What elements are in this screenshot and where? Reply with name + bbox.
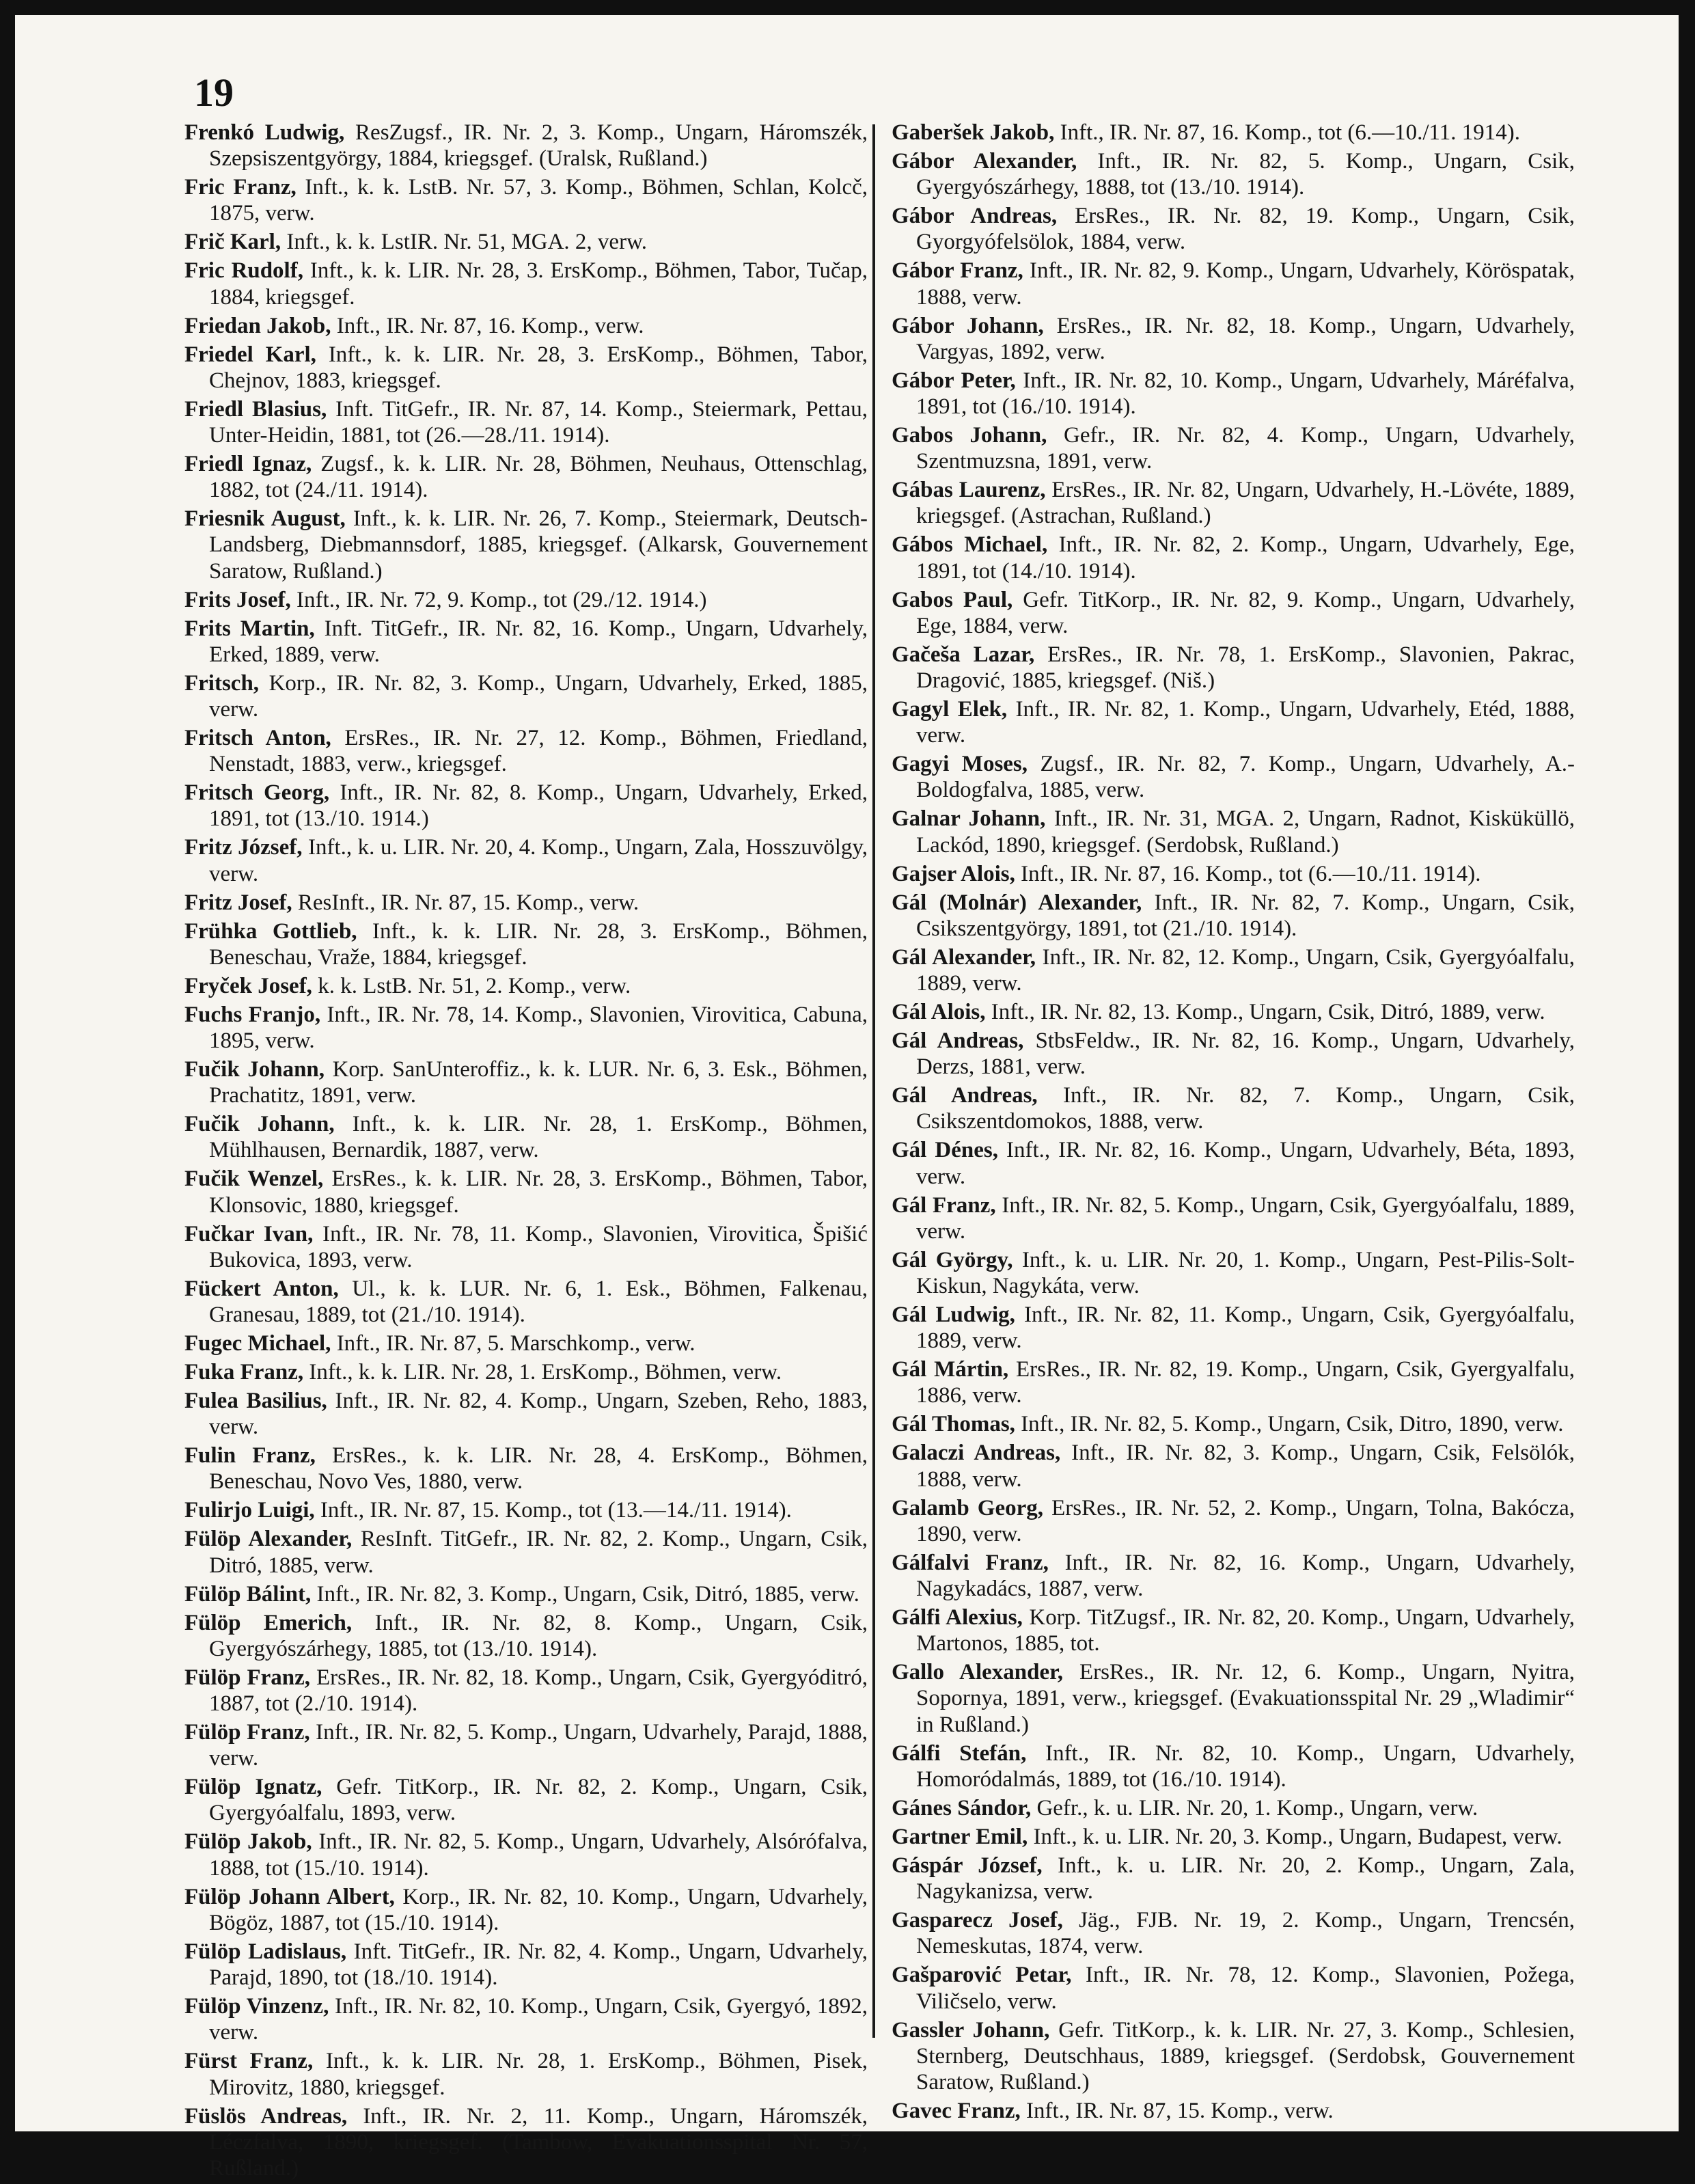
list-item bbox=[184, 1388, 868, 1440]
list-item bbox=[892, 258, 1575, 310]
entry-name: Gábos Michael, bbox=[892, 532, 1048, 558]
left-column bbox=[184, 120, 868, 2184]
entry-name: Gabos Paul, bbox=[892, 587, 1013, 612]
document-page bbox=[15, 15, 1679, 2181]
list-item bbox=[184, 587, 868, 613]
entry-details: Inft., IR. Nr. 82, 5. Komp., Ungarn, Udvarhely, Parajd, 1888, verw. bbox=[209, 1720, 868, 1771]
list-item bbox=[892, 587, 1575, 639]
entry-details: Gefr. TitKorp., k. k. LIR. Nr. 27, 3. Komp., Schlesien, Sternberg, Deutschhaus, 1889, kriegsgef. (Serdobsk, Gouvernement Saratow, Rußland.) bbox=[916, 2017, 1575, 2094]
list-item bbox=[892, 1907, 1575, 1959]
entry-name: Fuchs Franjo, bbox=[184, 1002, 321, 1027]
entry-details: ErsRes., IR. Nr. 82, 19. Komp., Ungarn, Csik, Gyorgyófelsölok, 1884, verw. bbox=[916, 204, 1575, 255]
entry-details: Inft., IR. Nr. 82, 8. Komp., Ungarn, Csik, Gyergyószárhegy, 1885, tot (13./10. 1914). bbox=[209, 1610, 868, 1661]
entry-name: Fritz Josef, bbox=[184, 890, 292, 915]
entry-details: ErsRes., k. k. LIR. Nr. 28, 3. ErsKomp., Böhmen, Tabor, Klonsovic, 1880, kriegsgef. bbox=[209, 1166, 868, 1218]
entry-details: Inft., IR. Nr. 82, 12. Komp., Ungarn, Csik, Gyergyóalfalu, 1889, verw. bbox=[916, 944, 1575, 996]
entry-name: Friedl Blasius, bbox=[184, 396, 327, 422]
entry-details: ErsRes., IR. Nr. 82, 18. Komp., Ungarn, Csik, Gyergyóditró, 1887, tot (2./10. 1914). bbox=[209, 1665, 868, 1717]
entry-name: Fric Franz, bbox=[184, 175, 297, 200]
entry-name: Friedl Ignaz, bbox=[184, 452, 312, 477]
entry-name: Gallo Alexander, bbox=[892, 1660, 1064, 1685]
entry-name: Fülöp Emerich, bbox=[184, 1610, 353, 1635]
entry-name: Gajser Alois, bbox=[892, 861, 1015, 886]
entry-details: ErsRes., IR. Nr. 82, 19. Komp., Ungarn, Csik, Gyergyalfalu, 1886, verw. bbox=[916, 1357, 1575, 1408]
entry-name: Gál György, bbox=[892, 1247, 1013, 1272]
list-item bbox=[892, 861, 1575, 887]
list-item bbox=[184, 258, 868, 310]
list-item bbox=[892, 1853, 1575, 1905]
list-item bbox=[184, 918, 868, 970]
list-item bbox=[892, 1411, 1575, 1437]
entry-details: ResInft., IR. Nr. 87, 15. Komp., verw. bbox=[297, 890, 639, 915]
list-item bbox=[184, 120, 868, 172]
entry-details: Gefr. TitKorp., IR. Nr. 82, 9. Komp., Ungarn, Udvarhely, Ege, 1884, verw. bbox=[916, 587, 1575, 638]
entry-name: Fulirjo Luigi, bbox=[184, 1498, 315, 1523]
entry-name: Gál Dénes, bbox=[892, 1138, 998, 1163]
entry-details: Inft., k. k. LIR. Nr. 28, 1. ErsKomp., Böhmen, verw. bbox=[309, 1360, 782, 1385]
list-item bbox=[184, 1774, 868, 1826]
list-item bbox=[892, 1795, 1575, 1821]
list-item bbox=[184, 1056, 868, 1108]
list-item bbox=[184, 1276, 868, 1328]
list-item bbox=[892, 751, 1575, 803]
entry-details: Inft., IR. Nr. 87, 5. Marschkomp., verw. bbox=[336, 1331, 695, 1356]
entry-details: Inft., IR. Nr. 72, 9. Komp., tot (29./12. 1914.) bbox=[297, 587, 707, 612]
entry-name: Frič Karl, bbox=[184, 230, 281, 255]
entry-details: Inft., IR. Nr. 82, 5. Komp., Ungarn, Csik, Ditro, 1890, verw. bbox=[1021, 1412, 1564, 1437]
entry-name: Gál Alexander, bbox=[892, 944, 1036, 970]
entry-details: Zugsf., IR. Nr. 82, 7. Komp., Ungarn, Udvarhely, A.-Boldogfalva, 1885, verw. bbox=[916, 752, 1575, 803]
list-item bbox=[184, 1665, 868, 1717]
entry-name: Frenkó Ludwig, bbox=[184, 120, 345, 145]
entry-details: Inft., k. k. LIR. Nr. 28, 1. ErsKomp., Böhmen, Pisek, Mirovitz, 1880, kriegsgef. bbox=[209, 2049, 868, 2100]
list-item bbox=[892, 1495, 1575, 1547]
entry-details: Inft., IR. Nr. 82, 7. Komp., Ungarn, Csik, Csikszentdomokos, 1888, verw. bbox=[916, 1083, 1575, 1134]
entry-details: Gefr., k. u. LIR. Nr. 20, 1. Komp., Ungarn, verw. bbox=[1036, 1795, 1478, 1820]
entry-details: Jäg., FJB. Nr. 19, 2. Komp., Ungarn, Trencsén, Nemeskutas, 1874, verw. bbox=[916, 1908, 1575, 1959]
entry-name: Fučkar Ivan, bbox=[184, 1221, 314, 1246]
list-item bbox=[892, 1247, 1575, 1299]
entry-name: Gagyi Moses, bbox=[892, 752, 1028, 777]
entry-details: Inft., IR. Nr. 82, 5. Komp., Ungarn, Csik, Gyergyóalfalu, 1889, verw. bbox=[916, 1192, 1575, 1244]
list-item bbox=[892, 1356, 1575, 1408]
entry-details: Inft., IR. Nr. 87, 16. Komp., verw. bbox=[336, 313, 644, 338]
entry-name: Gábor Andreas, bbox=[892, 204, 1058, 229]
entry-details: Inft., IR. Nr. 82, 10. Komp., Ungarn, Udvarhely, Máréfalva, 1891, tot (16./10. 1914). bbox=[916, 368, 1575, 420]
entry-details: ResInft. TitGefr., IR. Nr. 82, 2. Komp., Ungarn, Csik, Ditró, 1885, verw. bbox=[209, 1527, 868, 1578]
list-item bbox=[892, 944, 1575, 996]
entry-name: Fučik Johann, bbox=[184, 1112, 335, 1137]
entry-name: Friesnik August, bbox=[184, 506, 346, 532]
entry-details: Inft., IR. Nr. 31, MGA. 2, Ungarn, Radnot, Kisküküllö, Lackód, 1890, kriegsgef. (Serdobsk, Rußland.) bbox=[916, 806, 1575, 858]
entry-details: Korp. TitZugsf., IR. Nr. 82, 20. Komp., Ungarn, Udvarhely, Martonos, 1885, tot. bbox=[916, 1605, 1575, 1656]
entry-details: Inft. TitGefr., IR. Nr. 82, 4. Komp., Ungarn, Udvarhely, Parajd, 1890, tot (18./10. 1914). bbox=[209, 1939, 868, 1991]
entry-name: Frits Martin, bbox=[184, 616, 315, 641]
entry-details: ErsRes., IR. Nr. 27, 12. Komp., Böhmen, Friedland, Nenstadt, 1883, verw., kriegsgef. bbox=[209, 726, 868, 777]
entry-name: Fülöp Johann Albert, bbox=[184, 1884, 395, 1909]
entry-name: Fritz József, bbox=[184, 835, 303, 860]
entry-name: Frits Josef, bbox=[184, 587, 291, 612]
entry-name: Gál Ludwig, bbox=[892, 1302, 1015, 1328]
entry-details: Inft., IR. Nr. 82, 13. Komp., Ungarn, Csik, Ditró, 1889, verw. bbox=[991, 1000, 1545, 1025]
entry-details: Korp., IR. Nr. 82, 3. Komp., Ungarn, Udvarhely, Erked, 1885, verw. bbox=[209, 670, 868, 722]
entry-details: Inft., k. u. LIR. Nr. 20, 4. Komp., Ungarn, Zala, Hosszuvölgy, verw. bbox=[209, 835, 868, 886]
entry-details: Inft., IR. Nr. 82, 5. Komp., Ungarn, Csik, Gyergyószárhegy, 1888, tot (13./10. 1914). bbox=[916, 149, 1575, 200]
list-item bbox=[892, 1302, 1575, 1354]
entry-name: Fučik Johann, bbox=[184, 1057, 325, 1082]
list-item bbox=[184, 1330, 868, 1356]
entry-details: Inft., k. k. LstIR. Nr. 51, MGA. 2, verw. bbox=[286, 230, 648, 255]
list-item bbox=[892, 477, 1575, 529]
list-item bbox=[184, 174, 868, 226]
list-item bbox=[184, 1581, 868, 1607]
entry-details: Inft., k. u. LIR. Nr. 20, 2. Komp., Ungarn, Zala, Nagykanizsa, verw. bbox=[916, 1853, 1575, 1905]
entry-details: ResZugsf., IR. Nr. 2, 3. Komp., Ungarn, Háromszék, Szepsiszentgyörgy, 1884, kriegsgef. (Uralsk, Rußland.) bbox=[209, 120, 868, 172]
entry-details: Gefr., IR. Nr. 82, 4. Komp., Ungarn, Udvarhely, Szentmuzsna, 1891, verw. bbox=[916, 423, 1575, 474]
entry-name: Fritsch Georg, bbox=[184, 780, 330, 806]
entry-name: Gagyl Elek, bbox=[892, 697, 1008, 722]
list-item bbox=[184, 451, 868, 503]
entry-name: Gašparović Petar, bbox=[892, 1963, 1072, 1988]
entry-details: Inft., k. k. LIR. Nr. 28, 3. ErsKomp., Böhmen, Tabor, Chejnov, 1883, kriegsgef. bbox=[209, 342, 868, 393]
entry-name: Frühka Gottlieb, bbox=[184, 918, 357, 944]
list-item bbox=[892, 422, 1575, 474]
entry-name: Gál Alois, bbox=[892, 1000, 986, 1025]
entry-name: Gál (Molnár) Alexander, bbox=[892, 890, 1142, 915]
entry-details: Inft., IR. Nr. 78, 11. Komp., Slavonien, Virovitica, Špišić Bukovica, 1893, verw. bbox=[209, 1221, 868, 1272]
list-item bbox=[184, 1221, 868, 1273]
entry-name: Füslös Andreas, bbox=[184, 2103, 348, 2129]
entry-details: Inft., IR. Nr. 87, 15. Komp., verw. bbox=[1026, 2098, 1334, 2123]
entry-name: Gábor Franz, bbox=[892, 258, 1023, 284]
entry-name: Gáspár József, bbox=[892, 1853, 1043, 1878]
list-item bbox=[184, 1166, 868, 1218]
entry-name: Fülöp Vinzenz, bbox=[184, 1994, 329, 2019]
entry-name: Fuka Franz, bbox=[184, 1360, 304, 1385]
column-divider bbox=[872, 124, 875, 2038]
list-item bbox=[892, 642, 1575, 694]
entry-details: Inft., k. k. LIR. Nr. 28, 3. ErsKomp., Böhmen, Beneschau, Vraže, 1884, kriegsgef. bbox=[209, 918, 868, 970]
list-item bbox=[892, 1082, 1575, 1134]
entry-name: Gabos Johann, bbox=[892, 423, 1047, 448]
list-item bbox=[184, 1939, 868, 1991]
entry-name: Fürst Franz, bbox=[184, 2049, 314, 2074]
entry-details: Inft., IR. Nr. 82, 4. Komp., Ungarn, Szeben, Reho, 1883, verw. bbox=[209, 1389, 868, 1440]
entry-name: Gábas Laurenz, bbox=[892, 478, 1046, 503]
entry-name: Gál Andreas, bbox=[892, 1028, 1024, 1054]
entry-details: ErsRes., IR. Nr. 12, 6. Komp., Ungarn, Nyitra, Sopornya, 1891, verw., kriegsgef. (Evakuationsspital Nr. 29 „Wladimir“ in Rußland.) bbox=[916, 1660, 1575, 1737]
entry-name: Gaberšek Jakob, bbox=[892, 120, 1055, 145]
entry-details: Inft., IR. Nr. 82, 3. Komp., Ungarn, Csik, Ditró, 1885, verw. bbox=[316, 1581, 859, 1607]
entry-name: Friedel Karl, bbox=[184, 342, 316, 367]
list-item bbox=[184, 1993, 868, 2045]
entry-name: Gál Franz, bbox=[892, 1192, 996, 1218]
list-item bbox=[184, 396, 868, 448]
entry-name: Gassler Johann, bbox=[892, 2017, 1050, 2043]
entry-name: Fritsch, bbox=[184, 670, 260, 696]
right-column bbox=[892, 120, 1575, 2127]
entry-name: Galamb Georg, bbox=[892, 1495, 1044, 1520]
list-item bbox=[892, 1659, 1575, 1738]
entry-details: Inft., IR. Nr. 78, 12. Komp., Slavonien, Požega, Viličselo, verw. bbox=[916, 1963, 1575, 2014]
entry-name: Gačeša Lazar, bbox=[892, 642, 1035, 667]
list-item bbox=[184, 1829, 868, 1881]
list-item bbox=[184, 1610, 868, 1662]
list-item bbox=[184, 973, 868, 999]
entry-details: Ul., k. k. LUR. Nr. 6, 1. Esk., Böhmen, Falkenau, Granesau, 1889, tot (21./10. 1914). bbox=[209, 1276, 868, 1328]
list-item bbox=[892, 148, 1575, 200]
entry-name: Fulea Basilius, bbox=[184, 1389, 327, 1414]
entry-details: Inft., IR. Nr. 82, 9. Komp., Ungarn, Udvarhely, Köröspatak, 1888, verw. bbox=[916, 258, 1575, 310]
list-item bbox=[184, 1359, 868, 1385]
entry-details: Inft., k. k. LIR. Nr. 26, 7. Komp., Steiermark, Deutsch-Landsberg, Diebmannsdorf, 1885, kriegsgef. (Alkarsk, Gouvernement Saratow, Rußland.) bbox=[209, 506, 868, 584]
entry-name: Fritsch Anton, bbox=[184, 726, 331, 751]
list-item bbox=[892, 203, 1575, 255]
list-item bbox=[184, 1526, 868, 1578]
entry-name: Gábor Alexander, bbox=[892, 149, 1077, 174]
entry-details: Inft., IR. Nr. 82, 5. Komp., Ungarn, Udvarhely, Alsórófalva, 1888, tot (15./10. 1914). bbox=[209, 1829, 868, 1881]
entry-details: Inft., IR. Nr. 82, 2. Komp., Ungarn, Udvarhely, Ege, 1891, tot (14./10. 1914). bbox=[916, 532, 1575, 584]
list-item bbox=[184, 229, 868, 255]
list-item bbox=[184, 2048, 868, 2100]
list-item bbox=[184, 1443, 868, 1494]
entry-name: Gál Thomas, bbox=[892, 1412, 1015, 1437]
list-item bbox=[892, 999, 1575, 1025]
entry-details: Inft., k. u. LIR. Nr. 20, 3. Komp., Ungarn, Budapest, verw. bbox=[1033, 1824, 1562, 1849]
list-item bbox=[892, 806, 1575, 858]
page-number: 19 bbox=[194, 70, 234, 115]
entry-details: k. k. LstB. Nr. 51, 2. Komp., verw. bbox=[318, 973, 631, 998]
entry-name: Fulin Franz, bbox=[184, 1443, 316, 1469]
list-item bbox=[892, 1440, 1575, 1492]
entry-name: Fülöp Ladislaus, bbox=[184, 1939, 347, 1964]
list-item bbox=[184, 616, 868, 668]
entry-name: Galaczi Andreas, bbox=[892, 1441, 1061, 1466]
list-item bbox=[892, 1962, 1575, 2014]
entry-name: Fučik Wenzel, bbox=[184, 1166, 324, 1192]
list-item bbox=[184, 1884, 868, 1936]
list-item bbox=[892, 1028, 1575, 1080]
entry-details: StbsFeldw., IR. Nr. 82, 16. Komp., Ungarn, Udvarhely, Derzs, 1881, verw. bbox=[916, 1028, 1575, 1080]
entry-details: ErsRes., IR. Nr. 78, 1. ErsKomp., Slavonien, Pakrac, Dragović, 1885, kriegsgef. (Niš.) bbox=[916, 642, 1575, 694]
entry-name: Gálfi Stefán, bbox=[892, 1741, 1027, 1766]
list-item bbox=[184, 890, 868, 916]
entry-name: Fülöp Ignatz, bbox=[184, 1775, 322, 1800]
entry-name: Gál Mártin, bbox=[892, 1357, 1009, 1382]
entry-details: Inft., IR. Nr. 82, 1. Komp., Ungarn, Udvarhely, Etéd, 1888, verw. bbox=[916, 697, 1575, 748]
entry-details: Inft., IR. Nr. 78, 14. Komp., Slavonien, Virovitica, Cabuna, 1895, verw. bbox=[209, 1002, 868, 1054]
list-item bbox=[184, 2103, 868, 2182]
entry-name: Gasparecz Josef, bbox=[892, 1908, 1063, 1933]
list-item bbox=[892, 1824, 1575, 1850]
entry-details: Inft., IR. Nr. 87, 15. Komp., tot (13.—14./11. 1914). bbox=[320, 1498, 792, 1523]
entry-name: Fülöp Franz, bbox=[184, 1665, 311, 1690]
entry-details: Inft., IR. Nr. 82, 8. Komp., Ungarn, Udvarhely, Erked, 1891, tot (13./10. 1914.) bbox=[209, 780, 868, 832]
list-item bbox=[892, 890, 1575, 942]
entry-name: Gál Andreas, bbox=[892, 1083, 1038, 1108]
list-item bbox=[892, 2017, 1575, 2096]
list-item bbox=[892, 1605, 1575, 1656]
list-item bbox=[184, 313, 868, 339]
list-item bbox=[184, 1002, 868, 1054]
entry-details: Inft., k. u. LIR. Nr. 20, 1. Komp., Ungarn, Pest-Pilis-Solt-Kiskun, Nagykáta, verw. bbox=[916, 1247, 1575, 1299]
list-item bbox=[892, 313, 1575, 365]
entry-details: Korp., IR. Nr. 82, 10. Komp., Ungarn, Udvarhely, Bögöz, 1887, tot (15./10. 1914). bbox=[209, 1884, 868, 1935]
entry-name: Fugec Michael, bbox=[184, 1331, 331, 1356]
entry-details: Inft., k. k. LIR. Nr. 28, 3. ErsKomp., Böhmen, Tabor, Tučap, 1884, kriegsgef. bbox=[209, 258, 868, 310]
list-item bbox=[892, 2098, 1575, 2124]
entry-details: Inft., IR. Nr. 87, 16. Komp., tot (6.—10./11. 1914). bbox=[1021, 861, 1481, 886]
entry-details: Inft., IR. Nr. 2, 11. Komp., Ungarn, Háromszék, Léczfalva, 1890, kriegsgef. (Tambow, Evakuationsspital Nr. 57, Rußland.) bbox=[209, 2103, 868, 2181]
entry-name: Fric Rudolf, bbox=[184, 258, 303, 284]
entry-details: Inft., IR. Nr. 87, 16. Komp., tot (6.—10./11. 1914). bbox=[1060, 120, 1521, 145]
list-item bbox=[892, 1137, 1575, 1189]
entry-name: Fückert Anton, bbox=[184, 1276, 339, 1301]
list-item bbox=[184, 1497, 868, 1523]
entry-name: Fülöp Alexander, bbox=[184, 1527, 353, 1552]
entry-name: Gánes Sándor, bbox=[892, 1795, 1032, 1820]
entry-details: ErsRes., IR. Nr. 52, 2. Komp., Ungarn, Tolna, Bakócza, 1890, verw. bbox=[916, 1495, 1575, 1546]
entry-details: Inft., IR. Nr. 82, 16. Komp., Ungarn, Udvarhely, Nagykadács, 1887, verw. bbox=[916, 1550, 1575, 1602]
entry-details: Korp. SanUnteroffiz., k. k. LUR. Nr. 6, 3. Esk., Böhmen, Prachatitz, 1891, verw. bbox=[209, 1057, 868, 1108]
list-item bbox=[184, 670, 868, 722]
entry-name: Fülöp Jakob, bbox=[184, 1829, 312, 1855]
entry-details: Inft., k. k. LstB. Nr. 57, 3. Komp., Böhmen, Schlan, Kolcč, 1875, verw. bbox=[209, 175, 868, 226]
list-item bbox=[184, 725, 868, 777]
entry-name: Fryček Josef, bbox=[184, 973, 312, 998]
entry-details: ErsRes., k. k. LIR. Nr. 28, 4. ErsKomp., Böhmen, Beneschau, Novo Ves, 1880, verw. bbox=[209, 1443, 868, 1494]
entry-details: Inft., IR. Nr. 82, 3. Komp., Ungarn, Csik, Felsölók, 1888, verw. bbox=[916, 1441, 1575, 1492]
entry-name: Gálfalvi Franz, bbox=[892, 1550, 1049, 1575]
entry-name: Gábor Peter, bbox=[892, 368, 1016, 393]
list-item bbox=[184, 506, 868, 584]
list-item bbox=[184, 834, 868, 886]
entry-details: Inft. TitGefr., IR. Nr. 82, 16. Komp., Ungarn, Udvarhely, Erked, 1889, verw. bbox=[209, 616, 868, 667]
entry-details: Inft., IR. Nr. 82, 7. Komp., Ungarn, Csik, Csikszentgyörgy, 1891, tot (21./10. 1914). bbox=[916, 890, 1575, 941]
entry-details: Inft., IR. Nr. 82, 16. Komp., Ungarn, Udvarhely, Béta, 1893, verw. bbox=[916, 1138, 1575, 1189]
entry-details: Inft. TitGefr., IR. Nr. 87, 14. Komp., Steiermark, Pettau, Unter-Heidin, 1881, tot (26.—28./11. 1914). bbox=[209, 396, 868, 448]
entry-name: Gálfi Alexius, bbox=[892, 1605, 1023, 1630]
list-item bbox=[184, 1719, 868, 1771]
entry-details: Zugsf., k. k. LIR. Nr. 28, Böhmen, Neuhaus, Ottenschlag, 1882, tot (24./11. 1914). bbox=[209, 452, 868, 503]
list-item bbox=[892, 120, 1575, 146]
list-item bbox=[892, 532, 1575, 584]
list-item bbox=[892, 696, 1575, 748]
entry-name: Fülöp Bálint, bbox=[184, 1581, 312, 1607]
entry-name: Fülöp Franz, bbox=[184, 1720, 310, 1745]
list-item bbox=[184, 342, 868, 394]
entry-details: Inft., k. k. LIR. Nr. 28, 1. ErsKomp., Böhmen, Mühlhausen, Bernardik, 1887, verw. bbox=[209, 1112, 868, 1163]
entry-details: ErsRes., IR. Nr. 82, 18. Komp., Ungarn, Udvarhely, Vargyas, 1892, verw. bbox=[916, 313, 1575, 364]
entry-name: Gavec Franz, bbox=[892, 2098, 1021, 2123]
entry-name: Gartner Emil, bbox=[892, 1824, 1028, 1849]
list-item bbox=[892, 1550, 1575, 1602]
list-item bbox=[892, 368, 1575, 420]
entry-details: ErsRes., IR. Nr. 82, Ungarn, Udvarhely, H.-Lövéte, 1889, kriegsgef. (Astrachan, Rußland.) bbox=[916, 478, 1575, 529]
entry-details: Inft., IR. Nr. 82, 10. Komp., Ungarn, Csik, Gyergyó, 1892, verw. bbox=[209, 1994, 868, 2045]
entry-details: Inft., IR. Nr. 82, 10. Komp., Ungarn, Udvarhely, Homoródalmás, 1889, tot (16./10. 1914). bbox=[916, 1741, 1575, 1792]
list-item bbox=[892, 1741, 1575, 1792]
entry-details: Gefr. TitKorp., IR. Nr. 82, 2. Komp., Ungarn, Csik, Gyergyóalfalu, 1893, verw. bbox=[209, 1775, 868, 1826]
list-item bbox=[184, 1111, 868, 1163]
list-item bbox=[184, 780, 868, 832]
entry-details: Inft., IR. Nr. 82, 11. Komp., Ungarn, Csik, Gyergyóalfalu, 1889, verw. bbox=[916, 1302, 1575, 1354]
entry-name: Galnar Johann, bbox=[892, 806, 1046, 832]
list-item bbox=[892, 1192, 1575, 1244]
entry-name: Gábor Johann, bbox=[892, 313, 1044, 338]
entry-name: Friedan Jakob, bbox=[184, 313, 331, 338]
